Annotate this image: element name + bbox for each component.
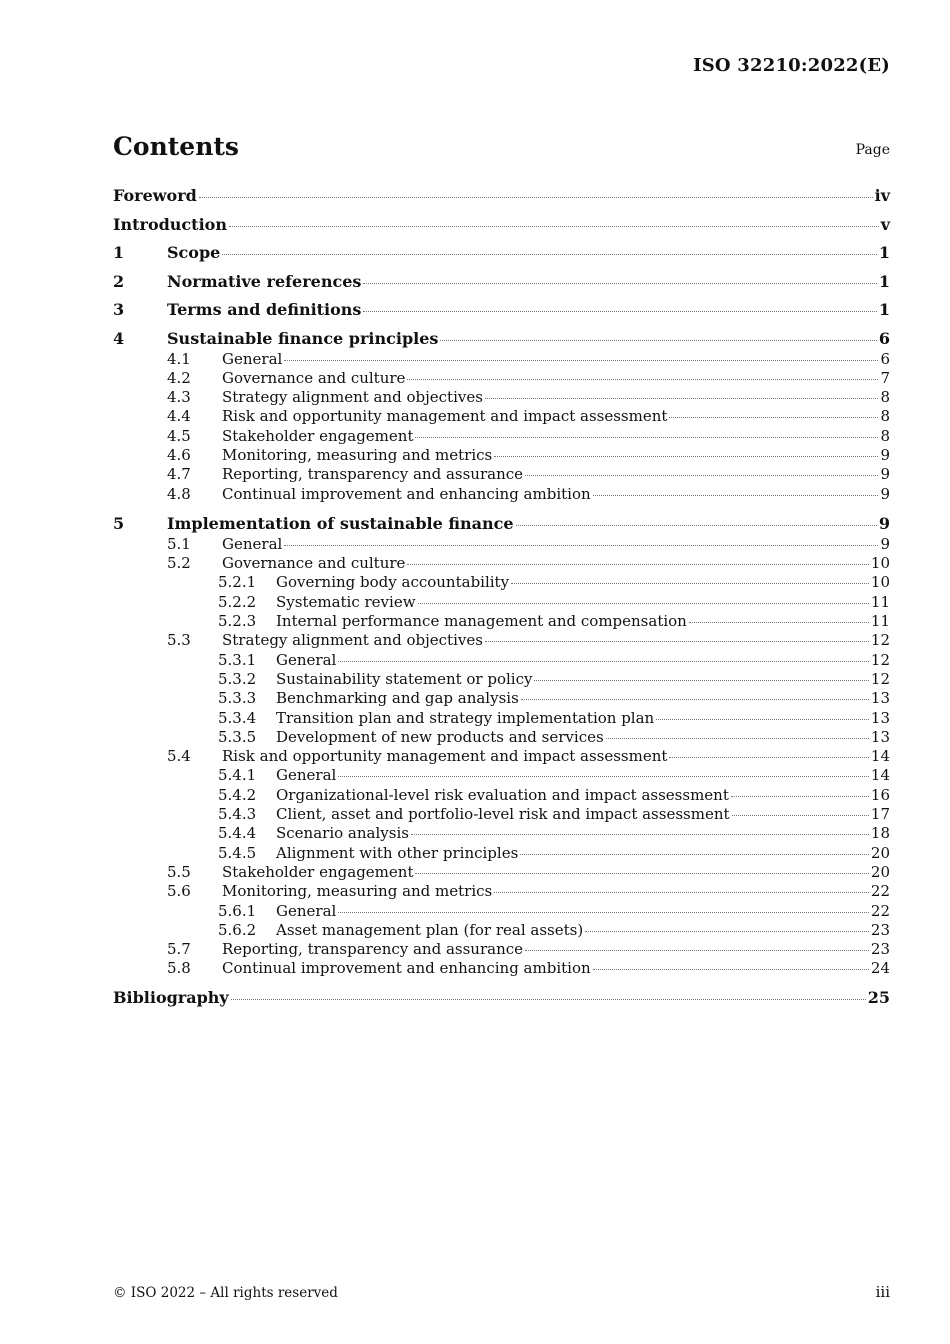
dot-leader	[363, 310, 876, 312]
toc-entry-number: 5.4.5	[218, 843, 257, 862]
dot-leader	[231, 998, 866, 1000]
toc-entry-title: Stakeholder engagement	[222, 862, 414, 881]
dot-leader	[525, 949, 869, 951]
toc-entry-title: Continual improvement and enhancing ambition	[222, 959, 591, 978]
toc-entry-page: 20	[870, 843, 890, 862]
toc-entry-page: 13	[870, 689, 890, 708]
dot-leader	[520, 853, 869, 855]
toc-entry-title: Normative references	[167, 271, 362, 291]
toc-entry-number: 5.3.1	[218, 650, 257, 669]
toc-entry-page: 25	[867, 987, 890, 1007]
standard-identifier: ISO 32210:2022(E)	[693, 55, 890, 76]
toc-entry[interactable]	[113, 593, 890, 612]
toc-entry-number: 5.6.2	[218, 920, 257, 939]
dot-leader	[222, 253, 877, 255]
toc-entry-title: Risk and opportunity management and impact assessment	[222, 747, 668, 766]
toc-entry[interactable]	[113, 369, 890, 388]
toc-entry-title: General	[276, 766, 337, 785]
toc-entry[interactable]	[113, 328, 890, 350]
toc-entry[interactable]	[113, 214, 890, 236]
toc-entry[interactable]	[113, 573, 890, 592]
dot-leader	[363, 282, 876, 284]
toc-entry-title: Strategy alignment and objectives	[222, 631, 483, 650]
toc-entry-title: Sustainability statement or policy	[276, 669, 533, 688]
toc-entry-page: 12	[870, 650, 890, 669]
toc-entry-page: 11	[870, 592, 890, 611]
toc-entry[interactable]	[113, 670, 890, 689]
toc-entry-page: 23	[870, 940, 890, 959]
toc-entry-page: v	[880, 214, 890, 234]
dot-leader	[338, 660, 869, 662]
toc-entry-number: 5.6	[167, 882, 191, 901]
toc-entry-number: 5.5	[167, 862, 191, 881]
toc-entry-number: 4.3	[167, 388, 191, 407]
toc-entry-page: 11	[870, 612, 890, 631]
toc-entry-title: Bibliography	[113, 987, 229, 1007]
toc-entry-page: 1	[878, 243, 890, 262]
toc-entry[interactable]	[113, 921, 890, 940]
toc-entry-page: 1	[878, 300, 890, 319]
toc-entry-number: 5.2.2	[218, 592, 257, 611]
toc-entry-page: 8	[880, 388, 890, 407]
toc-entry-title: Sustainable finance principles	[167, 328, 439, 348]
toc-entry[interactable]	[113, 631, 890, 650]
toc-entry-title: Continual improvement and enhancing ambition	[222, 484, 591, 503]
toc-entry-number: 4.1	[167, 349, 191, 368]
toc-entry-page: iv	[874, 186, 890, 205]
toc-entry-title: Strategy alignment and objectives	[222, 388, 483, 407]
toc-entry-title: Governance and culture	[222, 554, 406, 573]
toc-entry-title: Benchmarking and gap analysis	[276, 689, 519, 708]
toc-entry[interactable]	[113, 651, 890, 670]
toc-entry[interactable]	[113, 446, 890, 465]
dot-leader	[338, 775, 869, 777]
toc-entry[interactable]	[113, 465, 890, 484]
toc-entry-title: Organizational-level risk evaluation and impact assessment	[276, 785, 729, 804]
dot-leader	[669, 756, 868, 758]
dot-leader	[338, 911, 869, 913]
toc-entry-number: 4.2	[167, 368, 191, 387]
toc-entry-number: 5.4.2	[218, 785, 257, 804]
toc-entry-number: 2	[113, 271, 125, 291]
toc-entry-title: Terms and definitions	[167, 300, 362, 319]
dot-leader	[521, 698, 869, 700]
toc-entry-number: 5	[113, 513, 125, 533]
toc-entry-title: Client, asset and portfolio-level risk and impact assessment	[276, 805, 730, 824]
toc-entry-number: 5.2.3	[218, 612, 257, 631]
toc-entry[interactable]	[113, 350, 890, 369]
toc-entry-page: 9	[880, 534, 890, 553]
toc-entry[interactable]	[113, 271, 890, 293]
toc-entry-number: 5.3	[167, 631, 191, 650]
toc-entry[interactable]	[113, 299, 890, 321]
toc-entry[interactable]	[113, 805, 890, 824]
dot-leader	[418, 602, 869, 604]
toc-entry[interactable]	[113, 747, 890, 766]
toc-entry-title: General	[276, 650, 337, 669]
toc-entry-number: 4	[113, 328, 125, 348]
dot-leader	[485, 397, 879, 399]
toc-entry-number: 5.4	[167, 747, 191, 766]
toc-entry-title: Reporting, transparency and assurance	[222, 465, 524, 484]
dot-leader	[411, 833, 869, 835]
toc-entry-page: 12	[870, 669, 890, 688]
dot-leader	[284, 359, 878, 361]
toc-entry-page: 13	[870, 727, 890, 746]
toc-entry-page: 22	[870, 901, 890, 920]
toc-entry[interactable]	[113, 242, 890, 264]
toc-entry[interactable]	[113, 185, 890, 207]
toc-entry-page: 22	[870, 882, 890, 901]
page-column-label: Page	[855, 142, 890, 158]
dot-leader	[229, 225, 879, 227]
dot-leader	[606, 737, 869, 739]
toc-entry-title: Monitoring, measuring and metrics	[222, 882, 493, 901]
toc-entry-number: 5.2	[167, 554, 191, 573]
toc-entry-title: Scope	[167, 243, 221, 262]
toc-entry-title: Governance and culture	[222, 368, 406, 387]
toc-entry-number: 3	[113, 300, 125, 319]
toc-entry-title: Systematic review	[276, 592, 416, 611]
toc-entry-title: Introduction	[113, 214, 227, 234]
toc-entry-page: 20	[870, 862, 890, 881]
toc-entry-page: 14	[870, 766, 890, 785]
toc-entry-number: 5.6.1	[218, 901, 257, 920]
toc-entry[interactable]	[113, 824, 890, 843]
toc-entry[interactable]	[113, 987, 890, 1009]
toc-entry-page: 12	[870, 631, 890, 650]
toc-entry-title: Governing body accountability	[276, 573, 510, 592]
toc-entry-number: 5.4.4	[218, 824, 257, 843]
toc-entry-page: 7	[880, 368, 890, 387]
toc-entry[interactable]	[113, 407, 890, 426]
toc-entry[interactable]	[113, 689, 890, 708]
toc-entry[interactable]	[113, 728, 890, 747]
toc-entry[interactable]	[113, 766, 890, 785]
toc-entry-page: 24	[870, 959, 890, 978]
toc-entry[interactable]	[113, 554, 890, 573]
toc-entry-page: 10	[870, 573, 890, 592]
toc-entry[interactable]	[113, 535, 890, 554]
dot-leader	[732, 814, 869, 816]
toc-entry-title: Foreword	[113, 186, 197, 205]
dot-leader	[199, 196, 873, 198]
toc-entry-page: 9	[880, 484, 890, 503]
toc-entry-title: General	[276, 901, 337, 920]
toc-entry-page: 1	[878, 271, 890, 291]
toc-entry-title: Asset management plan (for real assets)	[276, 920, 584, 939]
toc-entry-title: Stakeholder engagement	[222, 426, 414, 445]
toc-entry[interactable]	[113, 863, 890, 882]
toc-entry-number: 5.4.3	[218, 805, 257, 824]
dot-leader	[534, 679, 868, 681]
dot-leader	[494, 891, 869, 893]
page-title: Contents	[113, 132, 240, 161]
toc-entry-number: 4.5	[167, 426, 191, 445]
toc-entry-number: 5.4.1	[218, 766, 257, 785]
dot-leader	[731, 795, 869, 797]
table-of-contents	[113, 185, 890, 1009]
dot-leader	[593, 968, 869, 970]
toc-entry-title: Implementation of sustainable finance	[167, 513, 514, 533]
toc-entry-page: 9	[880, 445, 890, 464]
page-number: iii	[875, 1283, 890, 1301]
toc-entry-title: General	[222, 349, 283, 368]
toc-entry-page: 6	[878, 328, 890, 348]
toc-entry-page: 6	[880, 349, 890, 368]
toc-entry-number: 5.1	[167, 534, 191, 553]
dot-leader	[593, 494, 879, 496]
toc-entry-number: 4.8	[167, 484, 191, 503]
toc-entry-number: 5.3.3	[218, 689, 257, 708]
toc-entry-title: Development of new products and services	[276, 727, 604, 746]
toc-entry-title: Monitoring, measuring and metrics	[222, 445, 493, 464]
toc-entry[interactable]	[113, 388, 890, 407]
toc-entry-number: 5.3.2	[218, 669, 257, 688]
toc-entry-page: 16	[870, 785, 890, 804]
toc-entry-page: 9	[878, 513, 890, 533]
toc-entry-page: 18	[870, 824, 890, 843]
toc-entry[interactable]	[113, 427, 890, 446]
dot-leader	[440, 339, 876, 341]
toc-entry-number: 5.3.4	[218, 708, 257, 727]
toc-entry-number: 5.8	[167, 959, 191, 978]
dot-leader	[669, 416, 878, 418]
dot-leader	[284, 544, 878, 546]
toc-entry-page: 17	[870, 805, 890, 824]
toc-entry[interactable]	[113, 513, 890, 535]
toc-entry-number: 1	[113, 243, 125, 262]
toc-entry[interactable]	[113, 959, 890, 978]
toc-entry-title: General	[222, 534, 283, 553]
toc-entry-title: Scenario analysis	[276, 824, 409, 843]
dot-leader	[407, 563, 868, 565]
dot-leader	[525, 474, 878, 476]
dot-leader	[494, 455, 878, 457]
toc-entry-page: 9	[880, 465, 890, 484]
dot-leader	[689, 621, 869, 623]
toc-entry[interactable]	[113, 902, 890, 921]
toc-entry[interactable]	[113, 786, 890, 805]
toc-entry[interactable]	[113, 485, 890, 504]
toc-entry-number: 4.7	[167, 465, 191, 484]
toc-entry-page: 14	[870, 747, 890, 766]
dot-leader	[415, 872, 868, 874]
toc-entry-number: 5.3.5	[218, 727, 257, 746]
toc-entry-page: 10	[870, 554, 890, 573]
dot-leader	[656, 718, 869, 720]
toc-entry[interactable]	[113, 844, 890, 863]
toc-entry-title: Risk and opportunity management and impact assessment	[222, 407, 668, 426]
dot-leader	[415, 436, 878, 438]
toc-entry-page: 8	[880, 407, 890, 426]
toc-entry-page: 23	[870, 920, 890, 939]
toc-entry-page: 13	[870, 708, 890, 727]
toc-entry-number: 5.7	[167, 940, 191, 959]
toc-entry-title: Transition plan and strategy implementation plan	[276, 708, 655, 727]
toc-entry[interactable]	[113, 709, 890, 728]
toc-entry-page: 8	[880, 426, 890, 445]
dot-leader	[585, 930, 869, 932]
dot-leader	[516, 524, 877, 526]
toc-entry-title: Reporting, transparency and assurance	[222, 940, 524, 959]
toc-entry[interactable]	[113, 612, 890, 631]
toc-entry[interactable]	[113, 940, 890, 959]
copyright-notice: © ISO 2022 – All rights reserved	[113, 1285, 338, 1301]
toc-entry-title: Internal performance management and compensation	[276, 612, 687, 631]
toc-entry-title: Alignment with other principles	[276, 843, 519, 862]
dot-leader	[511, 582, 869, 584]
dot-leader	[485, 640, 869, 642]
toc-entry-number: 4.4	[167, 407, 191, 426]
toc-entry-number: 5.2.1	[218, 573, 257, 592]
toc-entry-number: 4.6	[167, 445, 191, 464]
toc-entry[interactable]	[113, 882, 890, 901]
dot-leader	[407, 378, 878, 380]
